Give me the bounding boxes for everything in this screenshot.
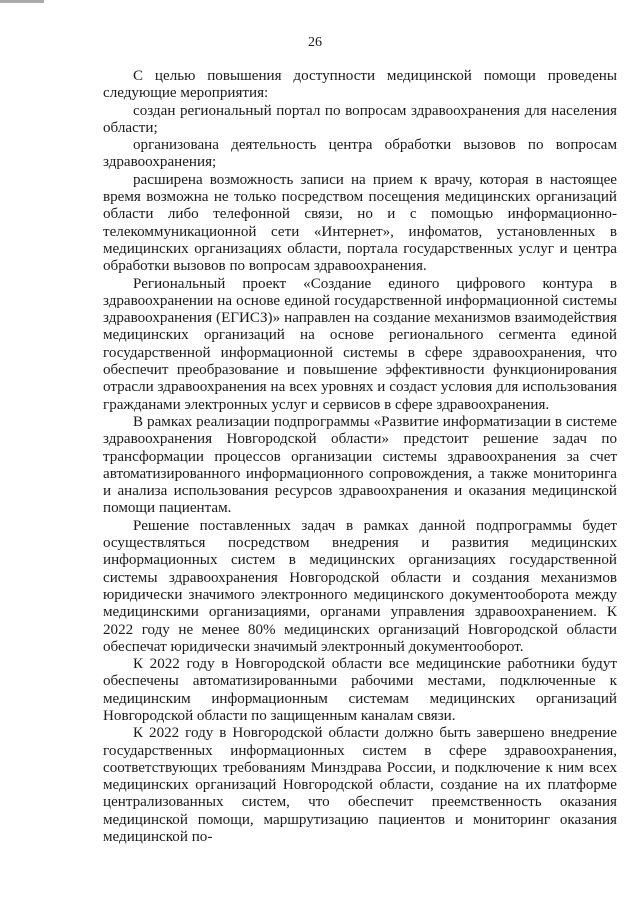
paragraph-subprogram: В рамках реализации подпрограммы «Развитие информатизации в системе здравоохранения Новгородской области» предстоит решение задач по трансформации процессов организации системы здравоохранения за счет автоматизированного информационного сопровождения, а также мониторинга и анализа использования ресурсов здравоохранения и оказания медицинской помощи пациентам. (103, 413, 617, 517)
scan-corner-mark (0, 0, 44, 3)
paragraph-item-call-center: организована деятельность центра обработки вызовов по вопросам здравоохранения; (103, 137, 617, 171)
paragraph-item-portal: создан региональный портал по вопросам здравоохранения для населения области; (103, 102, 617, 136)
paragraph-tasks-solution: Решение поставленных задач в рамках данной подпрограммы будет осуществляться посредством внедрения и развития медицинских информационных систем в медицинских организациях государственной системы здравоохранения Новгородской области и создания механизмов юридически значимого электронного медицинского документооборота между медицинскими организациями, органами управления здравоохранением. К 2022 году не менее 80% медицинских организаций Новгородской области обеспечат юридически значимый электронный документооборот. (103, 517, 617, 655)
paragraph-regional-project: Региональный проект «Создание единого цифрового контура в здравоохранении на основе единой государственной информационной системы здравоохранения (ЕГИСЗ)» направлен на создание механизмов взаимодействия медицинских организаций на основе регионального сегмента единой государственной информационной системы в сфере здравоохранения, что обеспечит преобразование и повышение эффективности функционирования отрасли здравоохранения на всех уровнях и создаст условия для использования гражданами электронных услуг и сервисов в сфере здравоохранения. (103, 275, 617, 413)
paragraph-systems-2022: К 2022 году в Новгородской области должно быть завершено внедрение государственных информационных систем в сфере здравоохранения, соответствующих требованиям Минздрава России, и подключение к ним всех медицинских организаций Новгородской области, создание на их платформе централизованных систем, что обеспечит преемственность оказания медицинской помощи, маршрутизацию пациентов и мониторинг оказания медицинской по- (103, 725, 617, 846)
paragraph-item-appointments: расширена возможность записи на прием к врачу, которая в настоящее время возможна не только посредством посещения медицинских организаций области либо телефонной связи, но и с помощью информационно-телекоммуникационной сети «Интернет», инфоматов, установленных в медицинских организациях области, портала государственных услуг и центра обработки вызовов по вопросам здравоохранения. (103, 171, 617, 275)
document-body (103, 68, 617, 846)
paragraph-workplaces-2022: К 2022 году в Новгородской области все медицинские работники будут обеспечены автоматизированными рабочими местами, подключенные к медицинским информационным системам медицинских организаций Новгородской области по защищенным каналам связи. (103, 656, 617, 724)
paragraph-intro: С целью повышения доступности медицинской помощи проведены следующие мероприятия: (103, 68, 617, 102)
page-number: 26 (308, 35, 322, 50)
